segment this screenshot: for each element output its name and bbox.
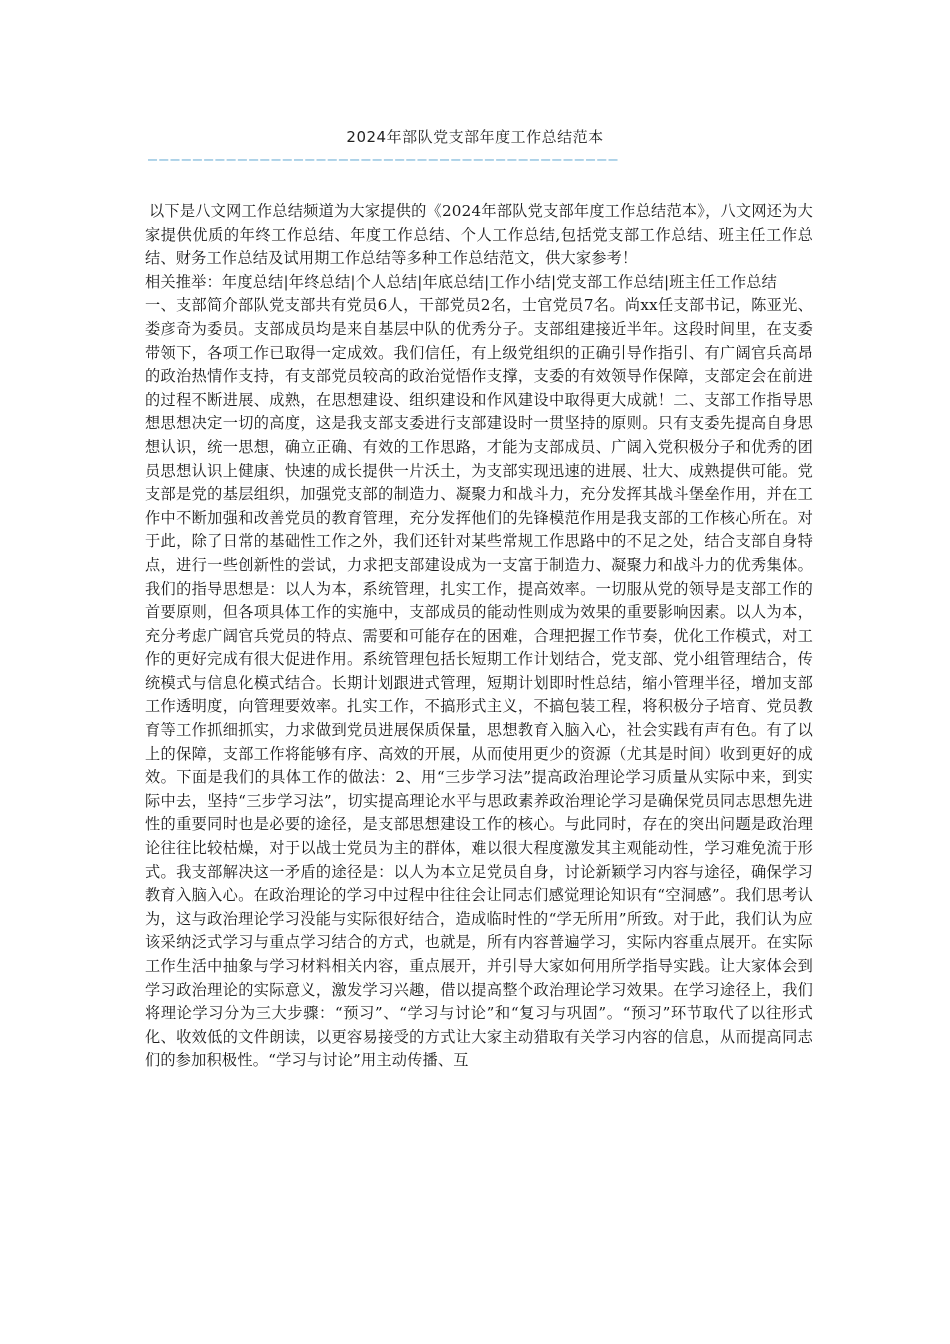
intro-paragraph: 以下是八文网工作总结频道为大家提供的《2024年部队党支部年度工作总结范本》，八文网还为大家提供优质的年终工作总结、年度工作总结、个人工作总结,包括党支部工作总结、班主任工作总结、财务工作总结及试用期工作总结等多种工作总结范文，供大家参考！ xyxy=(145,202,813,268)
document-title: 2024年部队党支部年度工作总结范本 xyxy=(346,128,604,146)
related-links: 相关推举：年度总结|年终总结|个人总结|年底总结|工作小结|党支部工作总结|班主任工作总结 xyxy=(145,272,778,291)
title-divider: —————————————————————————————————————————— xyxy=(148,150,620,168)
main-text: 一、支部简介部队党支部共有党员6人，干部党员2名，士官党员7名。尚xx任支部书记，陈亚光、娄彦奇为委员。支部成员均是来自基层中队的优秀分子。支部组建接近半年。这段时间里，在支委带领下，各项工作已取得一定成效。我们信任，有上级党组织的正确引导作指引、有广阔官兵高昂的政治热情作支持，有支部党员较高的政治觉悟作支撑，支委的有效领导作保障，支部定会在前进的过程不断进展、成熟，在思想建设、组织建设和作风建设中取得更大成就！二、支部工作指导思想思想决定一切的高度，这是我支部支委进行支部建设时一贯坚持的原则。只有支委先提高自身思想认识，统一思想，确立正确、有效的工作思路，才能为支部成员、广阔入党积极分子和优秀的团员思想认识上健康、快速的成长提供一片沃土，为支部实现迅速的进展、壮大、成熟提供可能。党支部是党的基层组织，加强党支部的制造力、凝聚力和战斗力，充分发挥其战斗堡垒作用，并在工作中不断加强和改善党员的教育管理，充分发挥他们的先锋模范作用是我支部的工作核心所在。对于此，除了日常的基础性工作之外，我们还针对某些常规工作思路中的不足之处，结合支部自身特点，进行一些创新性的尝试，力求把支部建设成为一支富于制造力、凝聚力和战斗力的优秀集体。我们的指导思想是：以人为本，系统管理，扎实工作，提高效率。一切服从党的领导是支部工作的首要原则，但各项具体工作的实施中，支部成员的能动性则成为效果的重要影响因素。以人为本，充分考虑广阔官兵党员的特点、需要和可能存在的困难，合理把握工作节奏，优化工作模式，对工作的更好完成有很大促进作用。系统管理包括长短期工作计划结合，党支部、党小组管理结合，传统模式与信息化模式结合。长期计划跟进式管理，短期计划即时性总结，缩小管理半径，增加支部工作透明度，向管理要效率。扎实工作，不搞形式主义，不搞包装工程，将积极分子培育、党员教育等工作抓细抓实，力求做到党员进展保质保量，思想教育入脑入心，社会实践有声有色。有了以上的保障，支部工作将能够有序、高效的开展，从而使用更少的资源（尤其是时间）收到更好的成效。下面是我们的具体工作的做法：2、用“三步学习法”提高政治理论学习质量从实际中来，到实际中去，坚持“三步学习法”，切实提高理论水平与思政素养政治理论学习是确保党员同志思想先进性的重要同时也是必要的途径，是支部思想建设工作的核心。与此同时，存在的突出问题是政治理论往往比较枯燥，对于以战士党员为主的群体，难以很大程度激发其主观能动性，学习难免流于形式。我支部解决这一矛盾的途径是：以人为本立足党员自身，讨论新颖学习内容与途径，确保学习教育入脑入心。在政治理论的学习中过程中往往会让同志们感觉理论知识有“空洞感”。我们思考认为，这与政治理论学习没能与实际很好结合，造成临时性的“学无所用”所致。对于此，我们认为应该采纳泛式学习与重点学习结合的方式，也就是，所有内容普遍学习，实际内容重点展开。在实际工作生活中抽象与学习材料相关内容，重点展开，并引导大家如何用所学指导实践。让大家体会到学习政治理论的实际意义，激发学习兴趣，借以提高整个政治理论学习效果。在学习途径上，我们将理论学习分为三大步骤：“预习”、“学习与讨论”和“复习与巩固”。“预习”环节取代了以往形式化、收效低的文件朗读，以更容易接受的方式让大家主动猎取有关学习内容的信息，从而提高同志们的参加积极性。“学习与讨论”用主动传播、互 xyxy=(145,296,813,1070)
document-body xyxy=(145,200,813,1073)
